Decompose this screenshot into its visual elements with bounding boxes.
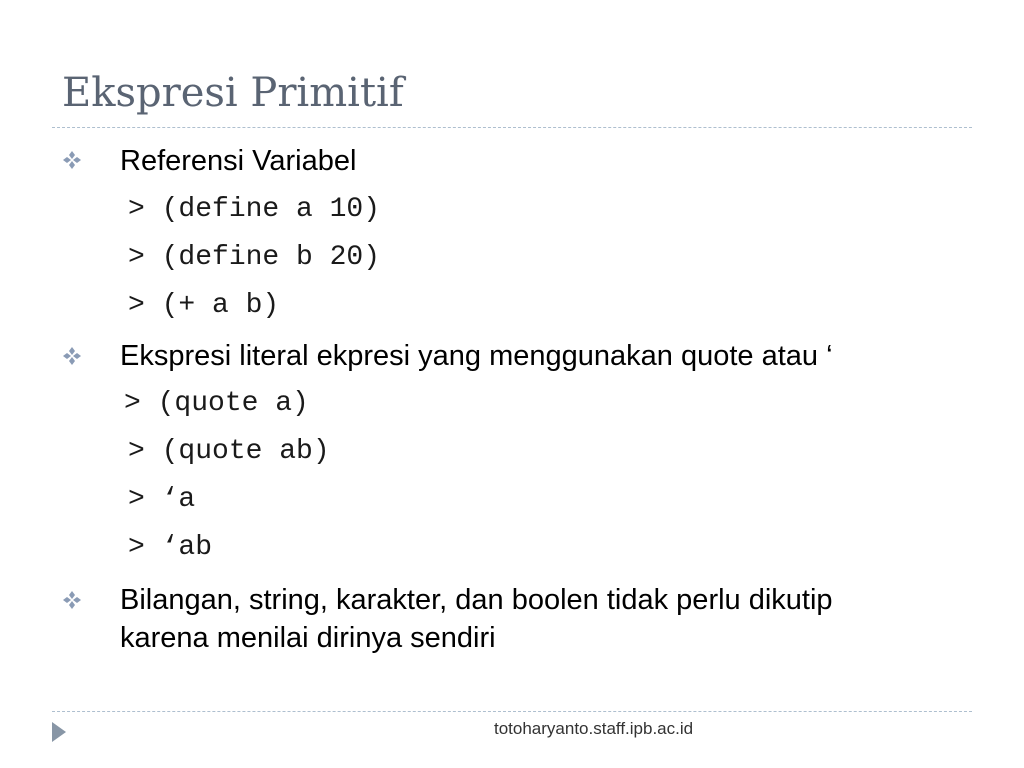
code-line: > (quote a) [124, 388, 309, 419]
bullet-text-ekspresi-literal: Ekspresi literal ekpresi yang menggunakan quote atau ‘ [120, 340, 833, 372]
code-line: > ‘ab [128, 532, 213, 563]
diamond-bullet-icon [62, 346, 82, 366]
footer-url: totoharyanto.staff.ipb.ac.id [494, 719, 694, 738]
footer-divider [52, 711, 972, 712]
code-line: > ‘a [128, 484, 196, 515]
code-line: > (define a 10) [128, 194, 381, 225]
triangle-play-icon [52, 722, 66, 742]
diamond-bullet-icon [62, 150, 82, 170]
diamond-bullet-icon [62, 590, 82, 610]
title-divider [52, 127, 972, 128]
code-line: > (+ a b) [128, 290, 280, 321]
bullet-text-bilangan-line-1: Bilangan, string, karakter, dan boolen tidak perlu dikutip [120, 584, 833, 616]
code-line: > (define b 20) [128, 242, 381, 273]
slide-title: Ekspresi Primitif [62, 70, 404, 116]
bullet-text-referensi-variabel: Referensi Variabel [120, 145, 357, 177]
code-line: > (quote ab) [128, 436, 330, 467]
bullet-text-bilangan-line-2: karena menilai dirinya sendiri [120, 622, 496, 654]
